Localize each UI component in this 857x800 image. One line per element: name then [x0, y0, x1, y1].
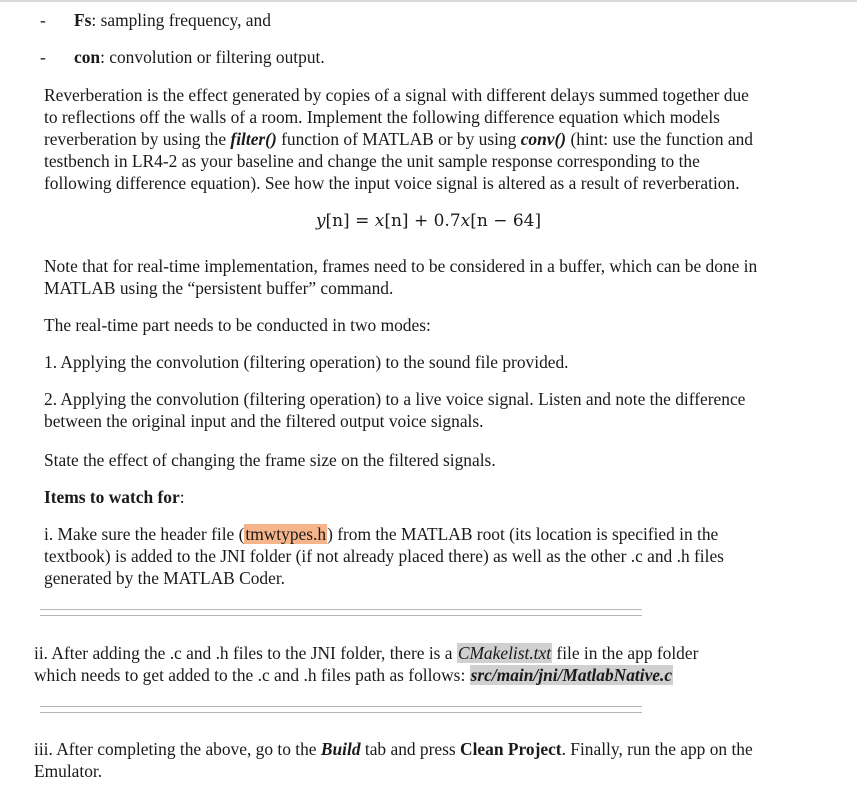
paragraph-line: MATLAB using the “persistent buffer” command. [44, 278, 394, 298]
separator [40, 706, 642, 713]
paragraph-line: i. Make sure the header file (tmwtypes.h) from the MATLAB root (its location is specified in the [44, 524, 719, 544]
paragraph-line: testbench in LR4-2 as your baseline and change the unit sample response corresponding to the [44, 151, 700, 171]
clean-project-name: Clean Project [460, 739, 562, 759]
watch-heading-text: Items to watch for [44, 487, 180, 507]
term-fs: Fs [74, 10, 92, 30]
paragraph-line: Reverberation is the effect generated by copies of a signal with different delays summed together due [44, 85, 749, 105]
definition-text: : sampling frequency, and [91, 10, 271, 30]
paragraph-line: 2. Applying the convolution (filtering operation) to a live voice signal. Listen and note the difference [44, 389, 746, 409]
modes-intro: The real-time part needs to be conducted in two modes: [44, 315, 431, 335]
reverberation-paragraph [44, 84, 844, 194]
frame-size-statement: State the effect of changing the frame size on the filtered signals. [44, 450, 496, 470]
paragraph-line: iii. After completing the above, go to the Build tab and press Clean Project. Finally, run the app on the [34, 739, 753, 759]
paragraph-line: reverberation by using the filter() function of MATLAB or by using conv() (hint: use the function and [44, 129, 754, 149]
difference-equation: y[n] = x[n] + 0.7x[n − 64] [315, 211, 542, 231]
watch-heading: Items to watch for: [44, 487, 185, 507]
item-ii [34, 642, 844, 686]
paragraph-line: following difference equation). See how the input voice signal is altered as a result of reverberation. [44, 173, 740, 193]
cmakelist-filename: CMakelist.txt [457, 643, 552, 663]
item-iii [34, 738, 844, 782]
paragraph-line: textbook) is added to the JNI folder (if not already placed there) as well as the other .c and .h files [44, 546, 724, 566]
header-file-highlight: tmwtypes.h [245, 524, 327, 544]
mode-1: 1. Applying the convolution (filtering operation) to the sound file provided. [44, 352, 569, 372]
paragraph-line: Note that for real-time implementation, frames need to be considered in a buffer, which can be done in [44, 256, 758, 276]
note-paragraph [44, 255, 844, 299]
paragraph-line: to reflections off the walls of a room. Implement the following difference equation which models [44, 107, 720, 127]
separator [40, 609, 642, 616]
conv-function: conv() [520, 129, 567, 149]
definition-text: : convolution or filtering output. [100, 47, 325, 67]
top-border [0, 0, 857, 2]
paragraph-line: between the original input and the filtered output voice signals. [44, 411, 484, 431]
term-con: con [74, 47, 101, 67]
bullet-dash: - [40, 47, 46, 67]
paragraph-line: Emulator. [34, 761, 103, 781]
paragraph-line: ii. After adding the .c and .h files to the JNI folder, there is a CMakelist.txt file in the app folder [34, 643, 699, 663]
paragraph-line: which needs to get added to the .c and .h files path as follows: src/main/jni/MatlabNative.c [34, 665, 673, 685]
mode-2 [44, 388, 844, 432]
build-tab-name: Build [320, 739, 361, 759]
paragraph-line: generated by the MATLAB Coder. [44, 568, 285, 588]
native-file-path: src/main/jni/MatlabNative.c [470, 665, 673, 685]
bullet-dash: - [40, 10, 46, 30]
filter-function: filter() [230, 129, 277, 149]
item-i [44, 523, 844, 589]
